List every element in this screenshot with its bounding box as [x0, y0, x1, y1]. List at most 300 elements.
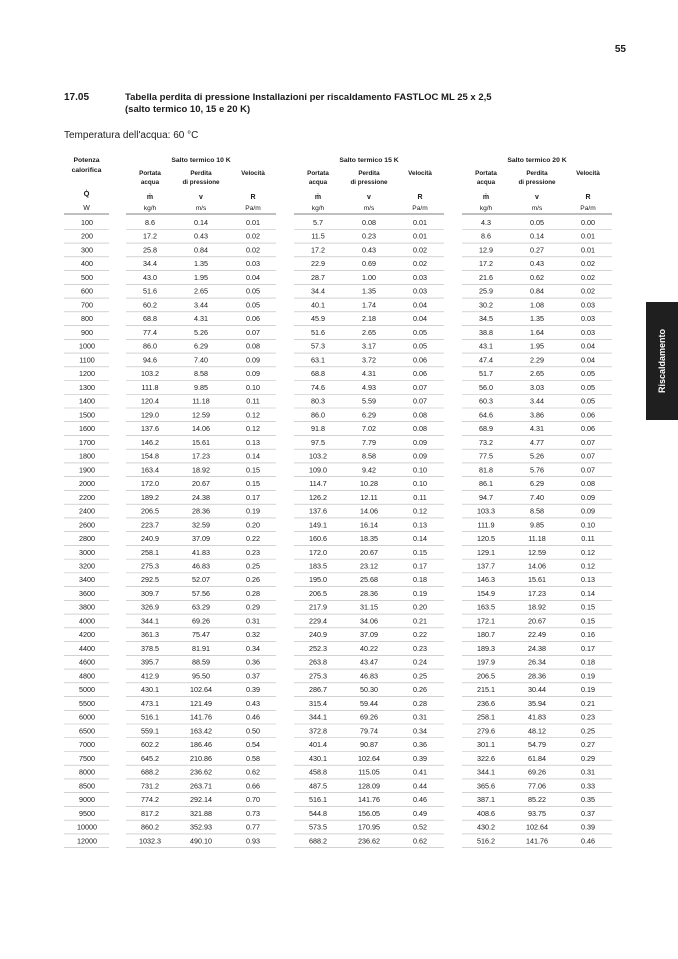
cell-r5-c5: 28.7 — [311, 272, 325, 282]
cell-r24-c10: 0.11 — [581, 534, 595, 544]
cell-r17-c6: 7.79 — [362, 437, 376, 447]
cell-r33-c8: 197.9 — [477, 657, 495, 667]
cell-r38-c3: 163.42 — [190, 726, 212, 736]
cell-r34-c8: 206.5 — [477, 671, 495, 681]
cell-r29-c1: 3800 — [79, 602, 95, 612]
cell-r18-c7: 0.09 — [413, 451, 427, 461]
cell-r6-c4: 0.05 — [246, 286, 260, 296]
cell-r21-c7: 0.11 — [413, 492, 427, 502]
potenza-header-line-2: calorifica — [71, 167, 102, 174]
cell-r1-c3: 0.14 — [194, 218, 208, 227]
cell-r24-c8: 120.5 — [477, 534, 495, 544]
cell-r25-c8: 129.1 — [477, 547, 495, 557]
cell-r29-c9: 18.92 — [528, 602, 546, 612]
cell-r29-c4: 0.29 — [246, 602, 260, 612]
cell-r35-c4: 0.39 — [246, 685, 260, 695]
cell-r6-c9: 0.84 — [530, 286, 544, 296]
cell-r39-c7: 0.36 — [413, 740, 427, 750]
col-unit-g3-c1: kg/h — [479, 205, 493, 212]
cell-r40-c5: 430.1 — [309, 753, 327, 763]
col-symbol-g1-c2: v — [199, 194, 203, 201]
cell-r26-c7: 0.17 — [413, 561, 427, 571]
cell-r38-c5: 372.8 — [309, 726, 327, 736]
cell-r31-c1: 4200 — [79, 630, 95, 640]
cell-r7-c8: 30.2 — [479, 300, 493, 310]
cell-r25-c5: 172.0 — [309, 547, 327, 557]
cell-r23-c1: 2600 — [79, 520, 95, 530]
cell-r18-c5: 103.2 — [309, 451, 327, 461]
cell-r42-c10: 0.33 — [581, 781, 595, 791]
cell-r3-c5: 17.2 — [311, 245, 325, 255]
cell-r20-c4: 0.15 — [246, 479, 260, 489]
cell-r9-c5: 51.6 — [311, 327, 325, 337]
cell-r8-c8: 34.5 — [479, 314, 493, 324]
cell-r32-c3: 81.91 — [192, 643, 210, 653]
cell-r24-c4: 0.22 — [246, 534, 260, 544]
cell-r36-c6: 59.44 — [360, 698, 378, 708]
group-header-1: Salto termico 10 K — [171, 157, 231, 164]
cell-r14-c7: 0.07 — [413, 396, 427, 406]
cell-r32-c8: 189.3 — [477, 643, 495, 653]
cell-r43-c4: 0.70 — [246, 795, 260, 805]
cell-r13-c4: 0.10 — [246, 382, 260, 392]
cell-r39-c1: 7000 — [79, 740, 95, 750]
section-title-line-2: (salto termico 10, 15 e 20 K) — [125, 104, 251, 115]
cell-r32-c1: 4400 — [79, 643, 95, 653]
cell-r35-c3: 102.64 — [190, 685, 212, 695]
cell-r41-c9: 69.26 — [528, 767, 546, 777]
cell-r28-c3: 57.56 — [192, 588, 210, 598]
cell-r45-c3: 352.93 — [190, 822, 212, 832]
cell-r42-c7: 0.44 — [413, 781, 427, 791]
cell-r44-c3: 321.88 — [190, 808, 212, 818]
cell-r27-c10: 0.13 — [581, 575, 595, 585]
cell-r32-c7: 0.23 — [413, 643, 427, 653]
cell-r4-c5: 22.9 — [311, 259, 325, 269]
cell-r9-c9: 1.64 — [530, 327, 544, 337]
cell-r1-c4: 0.01 — [246, 218, 260, 227]
col-title-g2-c1-l1: Portata — [307, 170, 329, 177]
cell-r40-c2: 645.2 — [141, 753, 159, 763]
cell-r30-c9: 20.67 — [528, 616, 546, 626]
cell-r28-c8: 154.9 — [477, 588, 495, 598]
col-symbol-g1-c3: R — [250, 194, 256, 201]
water-temperature-note: Temperatura dell'acqua: 60 °C — [64, 130, 199, 141]
cell-r25-c6: 20.67 — [360, 547, 378, 557]
cell-r6-c1: 600 — [81, 286, 93, 296]
cell-r34-c10: 0.19 — [581, 671, 595, 681]
cell-r24-c7: 0.14 — [413, 534, 427, 544]
cell-r12-c2: 103.2 — [141, 369, 159, 379]
cell-r43-c8: 387.1 — [477, 795, 495, 805]
cell-r37-c3: 141.76 — [190, 712, 212, 722]
cell-r23-c2: 223.7 — [141, 520, 159, 530]
cell-r19-c4: 0.15 — [246, 465, 260, 475]
cell-r14-c8: 60.3 — [479, 396, 493, 406]
cell-r10-c9: 1.95 — [530, 341, 544, 351]
cell-r4-c9: 0.43 — [530, 259, 544, 269]
cell-r11-c4: 0.09 — [246, 355, 260, 365]
cell-r18-c6: 8.58 — [362, 451, 376, 461]
cell-r17-c9: 4.77 — [530, 437, 544, 447]
cell-r36-c3: 121.49 — [190, 698, 212, 708]
cell-r28-c5: 206.5 — [309, 588, 327, 598]
cell-r10-c7: 0.05 — [413, 341, 427, 351]
cell-r13-c7: 0.07 — [413, 382, 427, 392]
cell-r22-c2: 206.5 — [141, 506, 159, 516]
col-title-g1-c3-l1: Velocità — [241, 170, 265, 177]
cell-r26-c1: 3200 — [79, 561, 95, 571]
cell-r27-c9: 15.61 — [528, 575, 546, 585]
col-unit-g3-c2: m/s — [531, 205, 543, 212]
cell-r46-c9: 141.76 — [526, 836, 548, 846]
cell-r6-c6: 1.35 — [362, 286, 376, 296]
cell-r8-c5: 45.9 — [311, 314, 325, 324]
cell-r26-c8: 137.7 — [477, 561, 495, 571]
cell-r33-c5: 263.8 — [309, 657, 327, 667]
cell-r17-c2: 146.2 — [141, 437, 159, 447]
cell-r20-c8: 86.1 — [479, 479, 493, 489]
cell-r23-c4: 0.20 — [246, 520, 260, 530]
cell-r34-c1: 4800 — [79, 671, 95, 681]
cell-r40-c4: 0.58 — [246, 753, 260, 763]
cell-r43-c2: 774.2 — [141, 795, 159, 805]
cell-r17-c4: 0.13 — [246, 437, 260, 447]
cell-r28-c10: 0.14 — [581, 588, 595, 598]
cell-r45-c6: 170.95 — [358, 822, 380, 832]
cell-r42-c4: 0.66 — [246, 781, 260, 791]
cell-r21-c3: 24.38 — [192, 492, 210, 502]
cell-r42-c3: 263.71 — [190, 781, 212, 791]
potenza-unit: W — [83, 205, 90, 212]
cell-r30-c2: 344.1 — [141, 616, 159, 626]
cell-r24-c5: 160.6 — [309, 534, 327, 544]
cell-r45-c5: 573.5 — [309, 822, 327, 832]
cell-r31-c10: 0.16 — [581, 630, 595, 640]
cell-r29-c5: 217.9 — [309, 602, 327, 612]
cell-r7-c7: 0.04 — [413, 300, 427, 310]
cell-r44-c2: 817.2 — [141, 808, 159, 818]
cell-r15-c10: 0.06 — [581, 410, 595, 420]
cell-r13-c6: 4.93 — [362, 382, 376, 392]
cell-r5-c6: 1.00 — [362, 272, 376, 282]
cell-r43-c1: 9000 — [79, 795, 95, 805]
cell-r7-c2: 60.2 — [143, 300, 157, 310]
cell-r17-c3: 15.61 — [192, 437, 210, 447]
cell-r31-c5: 240.9 — [309, 630, 327, 640]
cell-r11-c2: 94.6 — [143, 355, 157, 365]
cell-r9-c7: 0.05 — [413, 327, 427, 337]
cell-r35-c9: 30.44 — [528, 685, 546, 695]
cell-r46-c7: 0.62 — [413, 836, 427, 846]
cell-r41-c2: 688.2 — [141, 767, 159, 777]
cell-r21-c9: 7.40 — [530, 492, 544, 502]
cell-r31-c9: 22.49 — [528, 630, 546, 640]
cell-r21-c2: 189.2 — [141, 492, 159, 502]
cell-r2-c10: 0.01 — [581, 231, 595, 241]
cell-r1-c10: 0.00 — [581, 218, 595, 227]
cell-r29-c6: 31.15 — [360, 602, 378, 612]
cell-r46-c4: 0.93 — [246, 836, 260, 846]
col-symbol-g3-c1: ṁ — [482, 194, 490, 201]
cell-r2-c1: 200 — [81, 231, 93, 241]
cell-r8-c10: 0.03 — [581, 314, 595, 324]
cell-r39-c6: 90.87 — [360, 740, 378, 750]
cell-r3-c1: 300 — [81, 245, 93, 255]
col-title-g3-c1-l2: acqua — [476, 179, 496, 186]
cell-r26-c5: 183.5 — [309, 561, 327, 571]
cell-r9-c2: 77.4 — [143, 327, 157, 337]
cell-r46-c2: 1032.3 — [139, 836, 161, 846]
cell-r27-c4: 0.26 — [246, 575, 260, 585]
cell-r34-c7: 0.25 — [413, 671, 427, 681]
cell-r18-c4: 0.14 — [246, 451, 260, 461]
cell-r20-c5: 114.7 — [309, 479, 327, 489]
cell-r12-c6: 4.31 — [362, 369, 376, 379]
cell-r13-c1: 1300 — [79, 382, 95, 392]
cell-r28-c4: 0.28 — [246, 588, 260, 598]
cell-r46-c5: 688.2 — [309, 836, 327, 846]
cell-r30-c8: 172.1 — [477, 616, 495, 626]
cell-r23-c5: 149.1 — [309, 520, 327, 530]
cell-r22-c3: 28.36 — [192, 506, 210, 516]
cell-r10-c5: 57.3 — [311, 341, 325, 351]
cell-r5-c9: 0.62 — [530, 272, 544, 282]
cell-r3-c4: 0.02 — [246, 245, 260, 255]
cell-r12-c7: 0.06 — [413, 369, 427, 379]
cell-r30-c10: 0.15 — [581, 616, 595, 626]
cell-r35-c2: 430.1 — [141, 685, 159, 695]
cell-r38-c10: 0.25 — [581, 726, 595, 736]
cell-r33-c2: 395.7 — [141, 657, 159, 667]
cell-r27-c7: 0.18 — [413, 575, 427, 585]
cell-r11-c6: 3.72 — [362, 355, 376, 365]
cell-r45-c1: 10000 — [77, 822, 97, 832]
cell-r8-c4: 0.06 — [246, 314, 260, 324]
cell-r37-c9: 41.83 — [528, 712, 546, 722]
cell-r30-c7: 0.21 — [413, 616, 427, 626]
cell-r18-c9: 5.26 — [530, 451, 544, 461]
cell-r2-c8: 8.6 — [481, 231, 491, 241]
cell-r20-c6: 10.28 — [360, 479, 378, 489]
cell-r13-c2: 111.8 — [141, 382, 159, 392]
cell-r30-c5: 229.4 — [309, 616, 327, 626]
cell-r17-c8: 73.2 — [479, 437, 493, 447]
cell-r34-c3: 95.50 — [192, 671, 210, 681]
cell-r16-c10: 0.06 — [581, 424, 595, 434]
cell-r27-c5: 195.0 — [309, 575, 327, 585]
cell-r15-c6: 6.29 — [362, 410, 376, 420]
cell-r15-c1: 1500 — [79, 410, 95, 420]
cell-r45-c2: 860.2 — [141, 822, 159, 832]
cell-r8-c3: 4.31 — [194, 314, 208, 324]
side-tab-label: Riscaldamento — [657, 328, 667, 394]
cell-r19-c8: 81.8 — [479, 465, 493, 475]
cell-r40-c8: 322.6 — [477, 753, 495, 763]
col-title-g3-c2-l1: Perdita — [526, 170, 548, 177]
cell-r44-c1: 9500 — [79, 808, 95, 818]
cell-r41-c8: 344.1 — [477, 767, 495, 777]
cell-r28-c9: 17.23 — [528, 588, 546, 598]
cell-r35-c10: 0.19 — [581, 685, 595, 695]
cell-r12-c10: 0.05 — [581, 369, 595, 379]
cell-r21-c4: 0.17 — [246, 492, 260, 502]
cell-r24-c2: 240.9 — [141, 534, 159, 544]
cell-r19-c1: 1900 — [79, 465, 95, 475]
cell-r3-c10: 0.01 — [581, 245, 595, 255]
cell-r19-c9: 5.76 — [530, 465, 544, 475]
cell-r25-c1: 3000 — [79, 547, 95, 557]
cell-r1-c6: 0.08 — [362, 218, 376, 227]
cell-r34-c4: 0.37 — [246, 671, 260, 681]
cell-r13-c8: 56.0 — [479, 382, 493, 392]
potenza-symbol: Q̇ — [83, 189, 90, 198]
cell-r43-c6: 141.76 — [358, 795, 380, 805]
cell-r16-c9: 4.31 — [530, 424, 544, 434]
cell-r11-c8: 47.4 — [479, 355, 493, 365]
cell-r1-c2: 8.6 — [145, 218, 155, 227]
cell-r13-c9: 3.03 — [530, 382, 544, 392]
cell-r3-c3: 0.84 — [194, 245, 208, 255]
cell-r9-c3: 5.26 — [194, 327, 208, 337]
cell-r22-c8: 103.3 — [477, 506, 495, 516]
cell-r11-c10: 0.04 — [581, 355, 595, 365]
cell-r33-c6: 43.47 — [360, 657, 378, 667]
cell-r41-c5: 458.8 — [309, 767, 327, 777]
cell-r35-c7: 0.26 — [413, 685, 427, 695]
cell-r40-c10: 0.29 — [581, 753, 595, 763]
cell-r36-c9: 35.94 — [528, 698, 546, 708]
cell-r21-c10: 0.09 — [581, 492, 595, 502]
cell-r7-c10: 0.03 — [581, 300, 595, 310]
cell-r35-c8: 215.1 — [477, 685, 495, 695]
cell-r19-c7: 0.10 — [413, 465, 427, 475]
cell-r11-c1: 1100 — [79, 355, 95, 365]
cell-r38-c2: 559.1 — [141, 726, 159, 736]
cell-r31-c2: 361.3 — [141, 630, 159, 640]
cell-r37-c6: 69.26 — [360, 712, 378, 722]
cell-r37-c1: 6000 — [79, 712, 95, 722]
cell-r33-c10: 0.18 — [581, 657, 595, 667]
cell-r11-c7: 0.06 — [413, 355, 427, 365]
cell-r25-c3: 41.83 — [192, 547, 210, 557]
cell-r23-c9: 9.85 — [530, 520, 544, 530]
cell-r7-c3: 3.44 — [194, 300, 208, 310]
cell-r42-c1: 8500 — [79, 781, 95, 791]
col-title-g2-c3-l1: Velocità — [408, 170, 432, 177]
cell-r37-c2: 516.1 — [141, 712, 159, 722]
cell-r13-c3: 9.85 — [194, 382, 208, 392]
cell-r36-c7: 0.28 — [413, 698, 427, 708]
cell-r6-c5: 34.4 — [311, 286, 325, 296]
cell-r3-c6: 0.43 — [362, 245, 376, 255]
cell-r24-c1: 2800 — [79, 534, 95, 544]
cell-r10-c3: 6.29 — [194, 341, 208, 351]
group-header-2: Salto termico 15 K — [339, 157, 399, 164]
cell-r44-c10: 0.37 — [581, 808, 595, 818]
cell-r3-c9: 0.27 — [530, 245, 544, 255]
cell-r14-c2: 120.4 — [141, 396, 159, 406]
cell-r14-c5: 80.3 — [311, 396, 325, 406]
cell-r23-c8: 111.9 — [477, 520, 495, 530]
cell-r4-c8: 17.2 — [479, 259, 493, 269]
cell-r8-c2: 68.8 — [143, 314, 157, 324]
cell-r4-c2: 34.4 — [143, 259, 157, 269]
cell-r16-c7: 0.08 — [413, 424, 427, 434]
cell-r40-c6: 102.64 — [358, 753, 380, 763]
cell-r18-c2: 154.8 — [141, 451, 159, 461]
cell-r22-c1: 2400 — [79, 506, 95, 516]
cell-r10-c8: 43.1 — [479, 341, 493, 351]
cell-r33-c9: 26.34 — [528, 657, 546, 667]
cell-r46-c10: 0.46 — [581, 836, 595, 846]
cell-r45-c7: 0.52 — [413, 822, 427, 832]
cell-r23-c7: 0.13 — [413, 520, 427, 530]
cell-r11-c5: 63.1 — [311, 355, 325, 365]
cell-r5-c2: 43.0 — [143, 272, 157, 282]
cell-r4-c1: 400 — [81, 259, 93, 269]
cell-r2-c2: 17.2 — [143, 231, 157, 241]
col-title-g1-c1-l2: acqua — [140, 179, 160, 186]
cell-r23-c6: 16.14 — [360, 520, 378, 530]
cell-r32-c4: 0.34 — [246, 643, 260, 653]
cell-r19-c6: 9.42 — [362, 465, 376, 475]
cell-r25-c2: 258.1 — [141, 547, 159, 557]
cell-r19-c2: 163.4 — [141, 465, 159, 475]
cell-r15-c5: 86.0 — [311, 410, 325, 420]
cell-r37-c8: 258.1 — [477, 712, 495, 722]
cell-r6-c3: 2.65 — [194, 286, 208, 296]
section-number: 17.05 — [64, 92, 90, 103]
col-unit-g2-c3: Pa/m — [412, 205, 428, 212]
cell-r16-c4: 0.12 — [246, 424, 260, 434]
cell-r21-c1: 2200 — [79, 492, 95, 502]
cell-r31-c6: 37.09 — [360, 630, 378, 640]
cell-r37-c5: 344.1 — [309, 712, 327, 722]
cell-r32-c9: 24.38 — [528, 643, 546, 653]
cell-r17-c5: 97.5 — [311, 437, 325, 447]
cell-r15-c8: 64.6 — [479, 410, 493, 420]
cell-r4-c10: 0.02 — [581, 259, 595, 269]
cell-r22-c6: 14.06 — [360, 506, 378, 516]
section-title-line-1: Tabella perdita di pressione Installazioni per riscaldamento FASTLOC ML 25 x 2,5 — [125, 92, 492, 103]
group-header-3: Salto termico 20 K — [507, 157, 567, 164]
cell-r12-c3: 8.58 — [194, 369, 208, 379]
cell-r6-c8: 25.9 — [479, 286, 493, 296]
cell-r22-c4: 0.19 — [246, 506, 260, 516]
cell-r16-c1: 1600 — [79, 424, 95, 434]
cell-r25-c10: 0.12 — [581, 547, 595, 557]
cell-r9-c6: 2.65 — [362, 327, 376, 337]
cell-r13-c5: 74.6 — [311, 382, 325, 392]
cell-r43-c10: 0.35 — [581, 795, 595, 805]
cell-r43-c5: 516.1 — [309, 795, 327, 805]
cell-r41-c1: 8000 — [79, 767, 95, 777]
cell-r44-c6: 156.05 — [358, 808, 380, 818]
cell-r31-c7: 0.22 — [413, 630, 427, 640]
col-unit-g1-c3: Pa/m — [245, 205, 261, 212]
cell-r32-c10: 0.17 — [581, 643, 595, 653]
cell-r34-c9: 28.36 — [528, 671, 546, 681]
cell-r24-c3: 37.09 — [192, 534, 210, 544]
cell-r3-c7: 0.02 — [413, 245, 427, 255]
cell-r22-c9: 8.58 — [530, 506, 544, 516]
col-unit-g1-c1: kg/h — [143, 205, 157, 212]
cell-r14-c6: 5.59 — [362, 396, 376, 406]
cell-r14-c4: 0.11 — [246, 396, 260, 406]
cell-r5-c8: 21.6 — [479, 272, 493, 282]
cell-r11-c9: 2.29 — [530, 355, 544, 365]
